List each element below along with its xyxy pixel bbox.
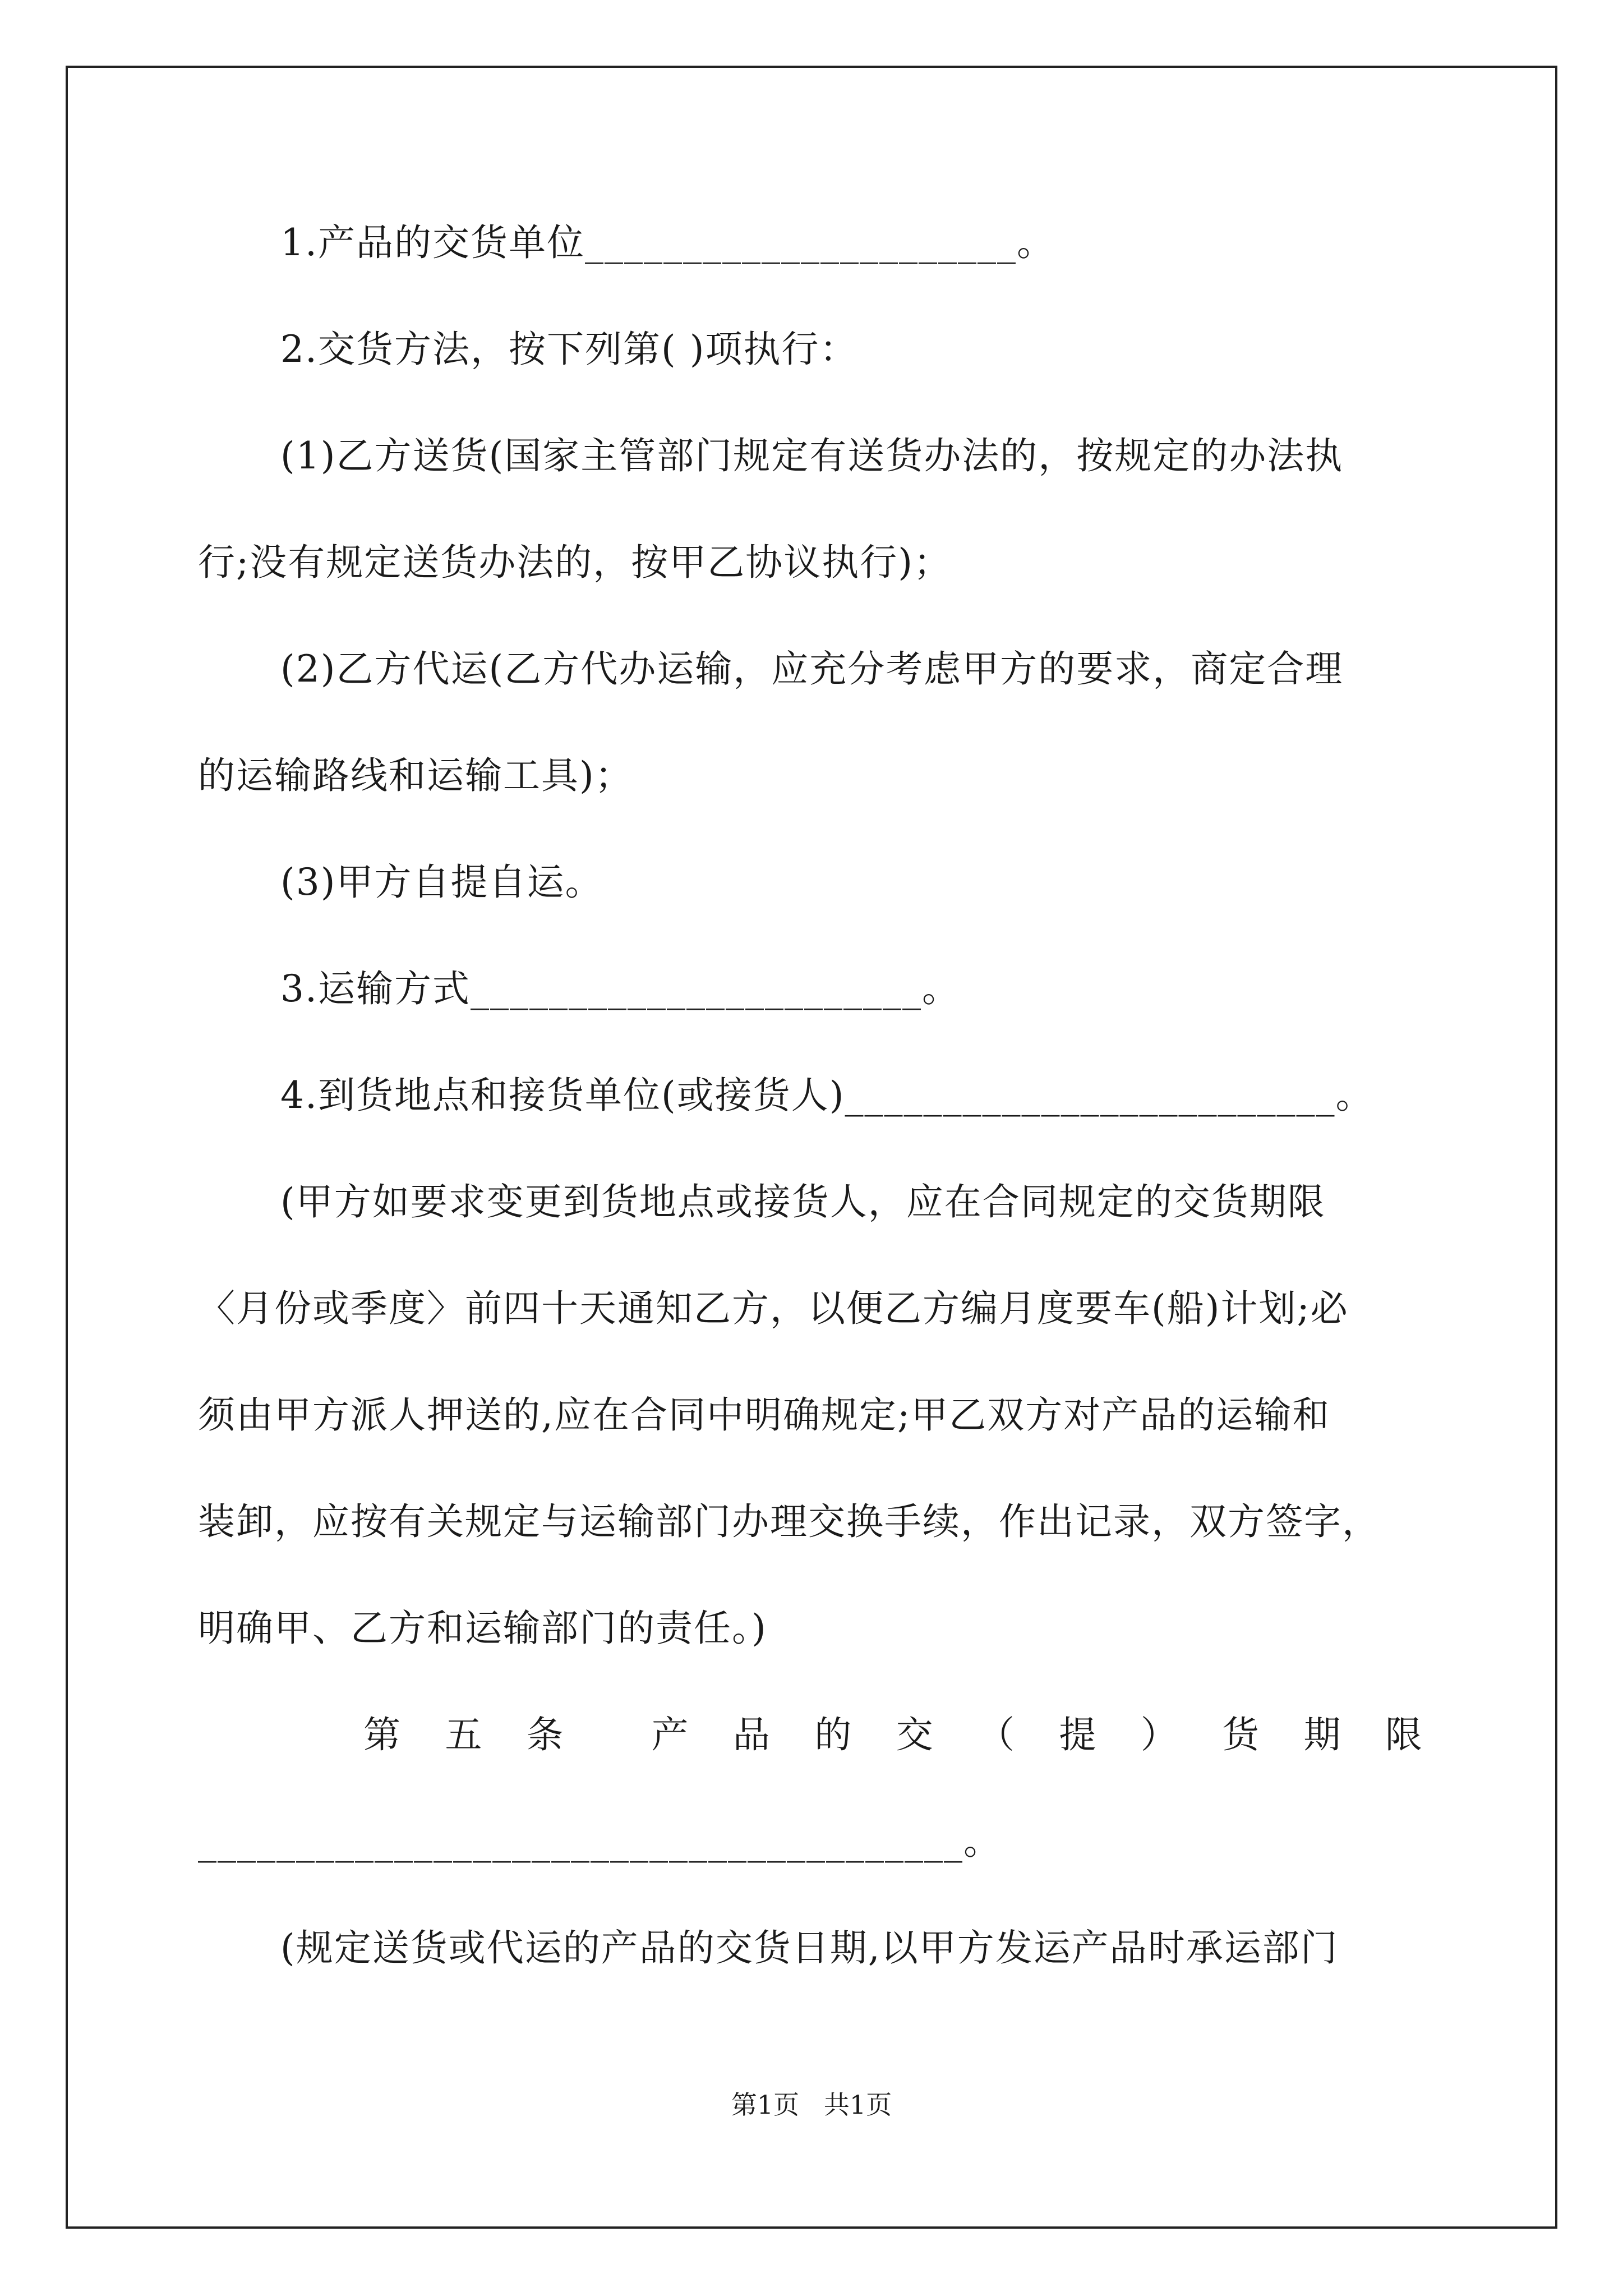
- paragraph-line: 〈月份或季度〉前四十天通知乙方，以便乙方编月度要车(船)计划;必: [198, 1287, 1349, 1330]
- paragraph-line: 3.运输方式_______________________。: [280, 967, 960, 1010]
- paragraph-line: (2)乙方代运(乙方代办运输，应充分考虑甲方的要求，商定合理: [280, 647, 1344, 691]
- paragraph-line: 4.到货地点和接货单位(或接货人)_________________________。: [280, 1074, 1374, 1117]
- heading-char: （: [978, 1713, 1016, 1756]
- paragraph-line: 明确甲、乙方和运输部门的责任。): [198, 1607, 767, 1650]
- heading-char: 五: [445, 1713, 483, 1756]
- paragraph-line: 1.产品的交货单位______________________。: [280, 221, 1055, 264]
- paragraph-line: 装卸，应按有关规定与运输部门办理交换手续，作出记录，双方签字，: [198, 1500, 1380, 1543]
- heading-char: 限: [1385, 1713, 1423, 1756]
- paragraph-line: 须由甲方派人押送的,应在合同中明确规定;甲乙双方对产品的运输和: [198, 1393, 1331, 1437]
- paragraph-line: (甲方如要求变更到货地点或接货人，应在合同规定的交货期限: [280, 1180, 1326, 1223]
- paragraph-line: (1)乙方送货(国家主管部门规定有送货办法的，按规定的办法执: [280, 434, 1344, 477]
- paragraph-line: 的运输路线和运输工具)；: [198, 754, 633, 797]
- heading-char: 交: [896, 1713, 934, 1756]
- paragraph-line: (3)甲方自提自运。: [280, 861, 603, 904]
- heading-char: 期: [1303, 1713, 1342, 1756]
- page-footer: 第1页 共1页: [731, 2090, 892, 2120]
- heading-char: 条: [526, 1713, 565, 1756]
- article-heading: [363, 1707, 1423, 1763]
- page-frame: [66, 66, 1557, 2229]
- heading-char: 第: [363, 1713, 402, 1756]
- heading-char: ）: [1140, 1713, 1179, 1756]
- paragraph-line: 2.交货方法，按下列第( )项执行：: [280, 328, 858, 371]
- paragraph-line: (规定送货或代运的产品的交货日期,以甲方发运产品时承运部门: [280, 1926, 1339, 1970]
- heading-char: 货: [1222, 1713, 1261, 1756]
- heading-char: 提: [1059, 1713, 1098, 1756]
- heading-char: 的: [814, 1713, 853, 1756]
- paragraph-line: 行;没有规定送货办法的，按甲乙协议执行)；: [198, 541, 952, 584]
- heading-char: 品: [732, 1713, 771, 1756]
- paragraph-line: _______________________________________。: [198, 1820, 1002, 1863]
- heading-char: 产: [651, 1713, 690, 1756]
